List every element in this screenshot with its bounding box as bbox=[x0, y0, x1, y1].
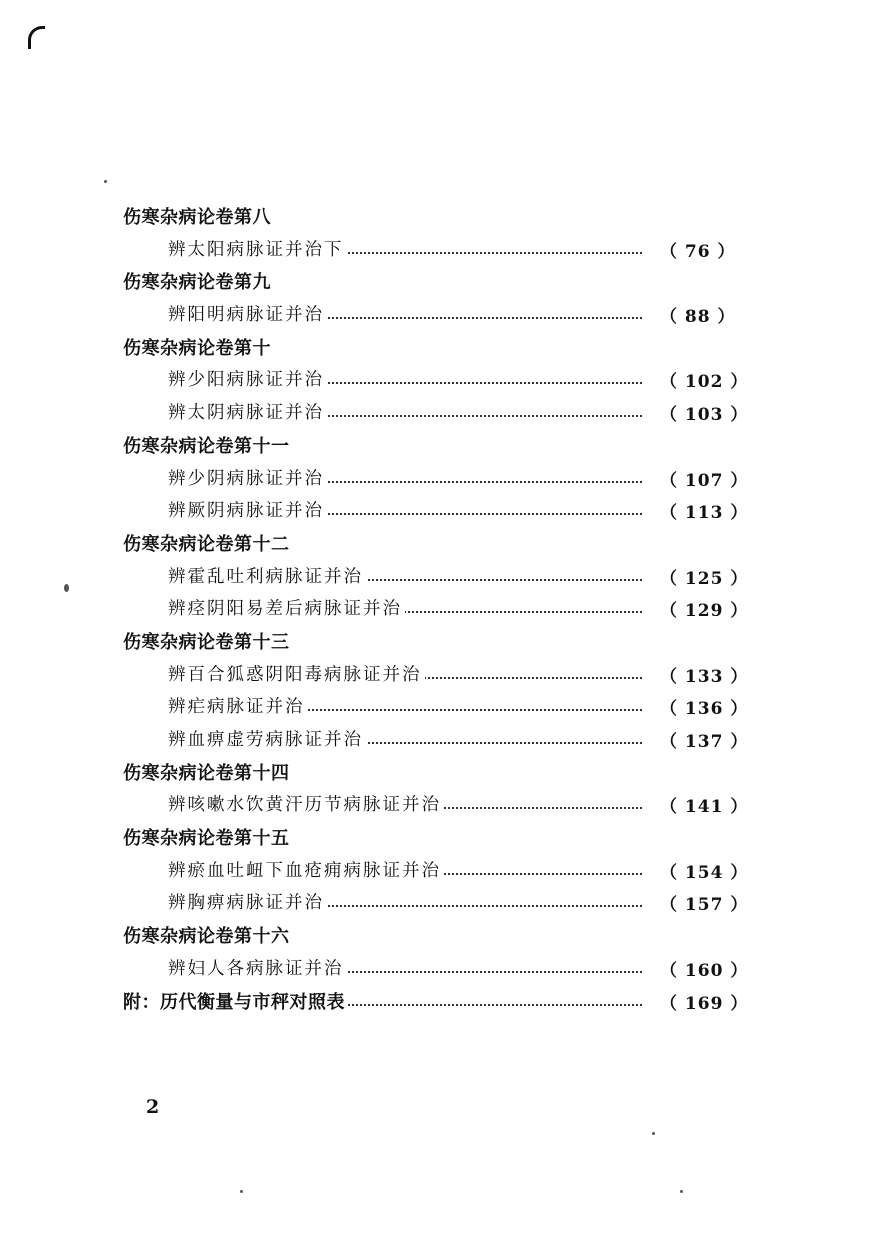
toc-entry-row bbox=[0, 363, 885, 396]
toc-entry[interactable] bbox=[0, 889, 885, 917]
entry-title: 辨霍乱吐利病脉证并治 bbox=[168, 563, 366, 588]
toc-entry-row bbox=[0, 462, 885, 495]
entry-title: 辨百合狐惑阴阳毒病脉证并治 bbox=[168, 661, 425, 686]
page-number: 2 bbox=[146, 1096, 160, 1118]
toc-entry[interactable] bbox=[0, 301, 885, 329]
toc-volume-row bbox=[0, 821, 885, 854]
scan-speck bbox=[64, 584, 69, 592]
toc-volume-row bbox=[0, 527, 885, 560]
table-of-contents bbox=[0, 200, 885, 1017]
toc-entry-row bbox=[0, 854, 885, 887]
toc-entry[interactable] bbox=[0, 988, 885, 1016]
entry-page-number: （ 141 ） bbox=[660, 797, 749, 818]
toc-entry[interactable] bbox=[0, 661, 885, 689]
entry-title: 辨瘀血吐衄下血疮痈病脉证并治 bbox=[168, 857, 444, 882]
entry-title: 辨厥阴病脉证并治 bbox=[168, 497, 327, 522]
toc-entry-row bbox=[0, 298, 885, 331]
entry-page-number: （ 137 ） bbox=[660, 732, 749, 752]
entry-page-number: （ 129 ） bbox=[660, 601, 749, 622]
volume-heading: 伤寒杂病论卷第十二 bbox=[123, 533, 290, 555]
toc-entry-row bbox=[0, 658, 885, 691]
entry-title: 辨妇人各病脉证并治 bbox=[168, 955, 347, 980]
toc-entry-row bbox=[0, 233, 885, 266]
entry-page-number: （ 154 ） bbox=[660, 862, 749, 883]
toc-entry[interactable] bbox=[0, 465, 885, 493]
entry-title: 辨太阴病脉证并治 bbox=[168, 399, 327, 424]
entry-title: 辨胸痹病脉证并治 bbox=[168, 889, 327, 914]
toc-entry[interactable] bbox=[0, 857, 885, 885]
toc-entry[interactable] bbox=[0, 726, 885, 754]
entry-page-number: （ 160 ） bbox=[660, 960, 749, 981]
toc-entry[interactable] bbox=[0, 595, 885, 623]
toc-entry-row bbox=[0, 592, 885, 625]
entry-title: 辨少阴病脉证并治 bbox=[168, 465, 327, 490]
entry-title: 辨阳明病脉证并治 bbox=[168, 301, 327, 326]
entry-title: 辨太阳病脉证并治下 bbox=[168, 236, 347, 261]
volume-heading: 伤寒杂病论卷第十四 bbox=[123, 762, 290, 784]
entry-page-number: （ 107 ） bbox=[660, 470, 749, 491]
volume-heading: 伤寒杂病论卷第八 bbox=[123, 207, 271, 228]
toc-entry[interactable] bbox=[0, 955, 885, 983]
toc-volume-row bbox=[0, 200, 885, 233]
corner-scan-mark bbox=[28, 26, 45, 49]
entry-title: 辨少阳病脉证并治 bbox=[168, 366, 327, 391]
toc-volume-row bbox=[0, 265, 885, 298]
entry-title: 附：历代衡量与市秤对照表 bbox=[123, 988, 348, 1014]
entry-title: 辨血痹虚劳病脉证并治 bbox=[168, 726, 366, 751]
toc-entry-row bbox=[0, 723, 885, 756]
toc-entry-row bbox=[0, 985, 885, 1018]
toc-entry-row bbox=[0, 886, 885, 919]
toc-volume-row bbox=[0, 919, 885, 952]
toc-volume-row bbox=[0, 429, 885, 462]
volume-heading: 伤寒杂病论卷第十三 bbox=[123, 631, 290, 653]
toc-entry[interactable] bbox=[0, 791, 885, 819]
toc-entry[interactable] bbox=[0, 497, 885, 525]
entry-title: 辨疟病脉证并治 bbox=[168, 693, 308, 718]
entry-page-number: （ 103 ） bbox=[660, 405, 749, 426]
toc-entry[interactable] bbox=[0, 693, 885, 721]
toc-volume-row bbox=[0, 625, 885, 658]
toc-entry-row bbox=[0, 690, 885, 723]
toc-entry-row bbox=[0, 788, 885, 821]
scan-speck bbox=[652, 1132, 655, 1135]
toc-entry[interactable] bbox=[0, 366, 885, 394]
scan-speck bbox=[240, 1190, 243, 1193]
toc-entry[interactable] bbox=[0, 236, 885, 264]
toc-entry[interactable] bbox=[0, 563, 885, 591]
entry-title: 辨痉阴阳易差后病脉证并治 bbox=[168, 595, 405, 620]
entry-page-number: （ 157 ） bbox=[660, 895, 749, 916]
toc-entry-row bbox=[0, 396, 885, 429]
toc-entry-row bbox=[0, 952, 885, 985]
volume-heading: 伤寒杂病论卷第十六 bbox=[123, 926, 290, 948]
scan-speck bbox=[104, 180, 107, 183]
entry-page-number: （ 169 ） bbox=[660, 993, 749, 1014]
toc-entry[interactable] bbox=[0, 399, 885, 427]
entry-page-number: （ 136 ） bbox=[660, 699, 749, 720]
volume-heading: 伤寒杂病论卷第十五 bbox=[123, 828, 290, 850]
entry-page-number: （ 88 ） bbox=[660, 307, 736, 328]
toc-entry-row bbox=[0, 494, 885, 527]
entry-page-number: （ 102 ） bbox=[660, 372, 749, 393]
toc-volume-row bbox=[0, 756, 885, 789]
toc-volume-row bbox=[0, 331, 885, 364]
entry-page-number: （ 133 ） bbox=[660, 666, 749, 687]
scan-speck bbox=[680, 1190, 683, 1193]
toc-entry-row bbox=[0, 560, 885, 593]
entry-title: 辨咳嗽水饮黄汗历节病脉证并治 bbox=[168, 791, 444, 816]
volume-heading: 伤寒杂病论卷第十一 bbox=[123, 435, 290, 457]
entry-page-number: （ 76 ） bbox=[660, 241, 736, 262]
volume-heading: 伤寒杂病论卷第九 bbox=[123, 272, 271, 294]
entry-page-number: （ 113 ） bbox=[660, 503, 749, 524]
volume-heading: 伤寒杂病论卷第十 bbox=[123, 337, 271, 359]
entry-page-number: （ 125 ） bbox=[660, 568, 749, 589]
